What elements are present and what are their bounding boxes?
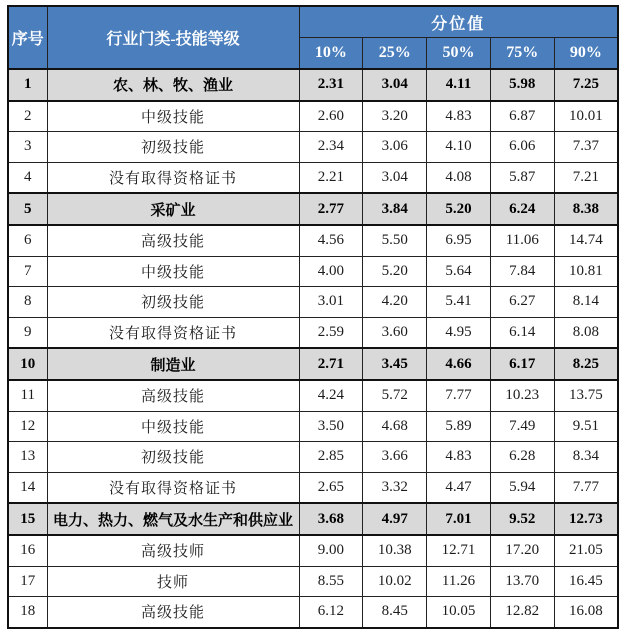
skill-level-label: 中级技能 xyxy=(47,101,299,132)
percentile-value: 12.82 xyxy=(490,597,554,628)
percentile-value: 10.02 xyxy=(363,566,427,597)
row-index: 16 xyxy=(8,535,47,566)
table-row xyxy=(8,287,618,318)
percentile-value: 4.66 xyxy=(427,348,491,380)
percentile-value: 4.08 xyxy=(427,162,491,193)
table-row xyxy=(8,132,618,163)
percentile-value: 10.23 xyxy=(490,380,554,411)
row-index: 17 xyxy=(8,566,47,597)
percentile-value: 5.20 xyxy=(427,193,491,225)
percentile-value: 5.94 xyxy=(490,472,554,503)
percentile-value: 7.37 xyxy=(554,132,618,163)
percentile-value: 5.41 xyxy=(427,287,491,318)
table-row xyxy=(8,380,618,411)
percentile-value: 2.85 xyxy=(299,442,363,473)
col-header-category: 行业门类-技能等级 xyxy=(47,6,299,69)
col-header-percentile: 10% xyxy=(299,38,363,70)
skill-level-label: 初级技能 xyxy=(47,132,299,163)
percentile-value: 10.38 xyxy=(363,535,427,566)
percentile-value: 5.20 xyxy=(363,256,427,287)
percentile-value: 9.52 xyxy=(490,503,554,535)
percentile-value: 8.08 xyxy=(554,317,618,348)
row-index: 9 xyxy=(8,317,47,348)
skill-level-label: 没有取得资格证书 xyxy=(47,317,299,348)
row-index: 14 xyxy=(8,472,47,503)
percentile-value: 2.31 xyxy=(299,69,363,101)
percentile-value: 2.77 xyxy=(299,193,363,225)
percentile-value: 4.11 xyxy=(427,69,491,101)
percentile-value: 5.72 xyxy=(363,380,427,411)
percentile-value: 7.01 xyxy=(427,503,491,535)
col-header-index: 序号 xyxy=(8,6,47,69)
percentile-value: 8.34 xyxy=(554,442,618,473)
percentile-value: 9.51 xyxy=(554,411,618,442)
percentile-value: 7.49 xyxy=(490,411,554,442)
percentile-value: 13.75 xyxy=(554,380,618,411)
percentile-value: 2.71 xyxy=(299,348,363,380)
percentile-value: 8.38 xyxy=(554,193,618,225)
skill-level-label: 高级技能 xyxy=(47,597,299,628)
category-row xyxy=(8,348,618,380)
skill-level-label: 高级技能 xyxy=(47,225,299,256)
row-index: 3 xyxy=(8,132,47,163)
percentile-value: 9.00 xyxy=(299,535,363,566)
skill-level-label: 高级技师 xyxy=(47,535,299,566)
percentile-value: 4.95 xyxy=(427,317,491,348)
row-index: 6 xyxy=(8,225,47,256)
col-header-percentile: 25% xyxy=(363,38,427,70)
percentile-value: 2.60 xyxy=(299,101,363,132)
col-header-percentile: 50% xyxy=(427,38,491,70)
percentile-value: 6.12 xyxy=(299,597,363,628)
percentile-value: 4.24 xyxy=(299,380,363,411)
percentile-value: 3.06 xyxy=(363,132,427,163)
percentile-value: 4.20 xyxy=(363,287,427,318)
percentile-value: 7.25 xyxy=(554,69,618,101)
percentile-value: 10.81 xyxy=(554,256,618,287)
row-index: 13 xyxy=(8,442,47,473)
table-header xyxy=(8,6,618,69)
percentile-value: 8.14 xyxy=(554,287,618,318)
percentile-value: 3.50 xyxy=(299,411,363,442)
table-row xyxy=(8,442,618,473)
skill-level-label: 中级技能 xyxy=(47,256,299,287)
row-index: 10 xyxy=(8,348,47,380)
percentile-value: 5.64 xyxy=(427,256,491,287)
percentile-value: 5.98 xyxy=(490,69,554,101)
percentile-value: 7.77 xyxy=(554,472,618,503)
percentile-value: 3.45 xyxy=(363,348,427,380)
percentile-value: 4.56 xyxy=(299,225,363,256)
percentile-value: 11.26 xyxy=(427,566,491,597)
percentile-value: 11.06 xyxy=(490,225,554,256)
percentile-value: 2.34 xyxy=(299,132,363,163)
table-body xyxy=(8,69,618,628)
row-index: 7 xyxy=(8,256,47,287)
percentile-value: 6.24 xyxy=(490,193,554,225)
row-index: 18 xyxy=(8,597,47,628)
percentile-value: 3.68 xyxy=(299,503,363,535)
percentile-value: 3.01 xyxy=(299,287,363,318)
percentile-value: 6.95 xyxy=(427,225,491,256)
percentile-value: 5.89 xyxy=(427,411,491,442)
percentile-value: 16.45 xyxy=(554,566,618,597)
industry-label: 采矿业 xyxy=(47,193,299,225)
percentile-value: 7.21 xyxy=(554,162,618,193)
row-index: 5 xyxy=(8,193,47,225)
table-row xyxy=(8,225,618,256)
skill-level-label: 初级技能 xyxy=(47,442,299,473)
wage-percentile-table xyxy=(7,5,619,629)
percentile-value: 16.08 xyxy=(554,597,618,628)
percentile-value: 4.47 xyxy=(427,472,491,503)
percentile-value: 6.14 xyxy=(490,317,554,348)
table-row xyxy=(8,472,618,503)
percentile-value: 14.74 xyxy=(554,225,618,256)
industry-label: 制造业 xyxy=(47,348,299,380)
table-row xyxy=(8,566,618,597)
table-row xyxy=(8,162,618,193)
table-row xyxy=(8,101,618,132)
percentile-value: 3.04 xyxy=(363,162,427,193)
row-index: 12 xyxy=(8,411,47,442)
percentile-value: 21.05 xyxy=(554,535,618,566)
skill-level-label: 技师 xyxy=(47,566,299,597)
percentile-value: 17.20 xyxy=(490,535,554,566)
percentile-value: 2.65 xyxy=(299,472,363,503)
percentile-value: 2.21 xyxy=(299,162,363,193)
percentile-value: 12.73 xyxy=(554,503,618,535)
percentile-value: 3.84 xyxy=(363,193,427,225)
table-row xyxy=(8,317,618,348)
percentile-value: 8.45 xyxy=(363,597,427,628)
percentile-value: 6.06 xyxy=(490,132,554,163)
category-row xyxy=(8,503,618,535)
row-index: 11 xyxy=(8,380,47,411)
percentile-value: 4.83 xyxy=(427,101,491,132)
table-row xyxy=(8,411,618,442)
skill-level-label: 初级技能 xyxy=(47,287,299,318)
percentile-value: 3.60 xyxy=(363,317,427,348)
row-index: 1 xyxy=(8,69,47,101)
row-index: 8 xyxy=(8,287,47,318)
percentile-value: 5.50 xyxy=(363,225,427,256)
percentile-value: 3.04 xyxy=(363,69,427,101)
percentile-value: 6.87 xyxy=(490,101,554,132)
table-row xyxy=(8,535,618,566)
percentile-value: 12.71 xyxy=(427,535,491,566)
skill-level-label: 没有取得资格证书 xyxy=(47,472,299,503)
row-index: 2 xyxy=(8,101,47,132)
percentile-value: 4.68 xyxy=(363,411,427,442)
col-header-percentile: 75% xyxy=(490,38,554,70)
percentile-value: 4.00 xyxy=(299,256,363,287)
percentile-value: 3.32 xyxy=(363,472,427,503)
percentile-value: 3.20 xyxy=(363,101,427,132)
col-header-percentile-group: 分位值 xyxy=(299,6,618,38)
skill-level-label: 高级技能 xyxy=(47,380,299,411)
percentile-value: 4.83 xyxy=(427,442,491,473)
industry-label: 电力、热力、燃气及水生产和供应业 xyxy=(47,503,299,535)
percentile-value: 7.84 xyxy=(490,256,554,287)
header-row-top xyxy=(8,6,618,38)
skill-level-label: 没有取得资格证书 xyxy=(47,162,299,193)
category-row xyxy=(8,69,618,101)
percentile-value: 10.05 xyxy=(427,597,491,628)
percentile-value: 4.10 xyxy=(427,132,491,163)
industry-label: 农、林、牧、渔业 xyxy=(47,69,299,101)
percentile-value: 5.87 xyxy=(490,162,554,193)
percentile-value: 10.01 xyxy=(554,101,618,132)
category-row xyxy=(8,193,618,225)
percentile-value: 2.59 xyxy=(299,317,363,348)
percentile-value: 6.17 xyxy=(490,348,554,380)
percentile-value: 8.25 xyxy=(554,348,618,380)
table-row xyxy=(8,597,618,628)
percentile-value: 7.77 xyxy=(427,380,491,411)
percentile-value: 4.97 xyxy=(363,503,427,535)
skill-level-label: 中级技能 xyxy=(47,411,299,442)
row-index: 4 xyxy=(8,162,47,193)
table-row xyxy=(8,256,618,287)
row-index: 15 xyxy=(8,503,47,535)
percentile-value: 13.70 xyxy=(490,566,554,597)
percentile-value: 8.55 xyxy=(299,566,363,597)
percentile-value: 6.28 xyxy=(490,442,554,473)
percentile-value: 6.27 xyxy=(490,287,554,318)
percentile-value: 3.66 xyxy=(363,442,427,473)
col-header-percentile: 90% xyxy=(554,38,618,70)
